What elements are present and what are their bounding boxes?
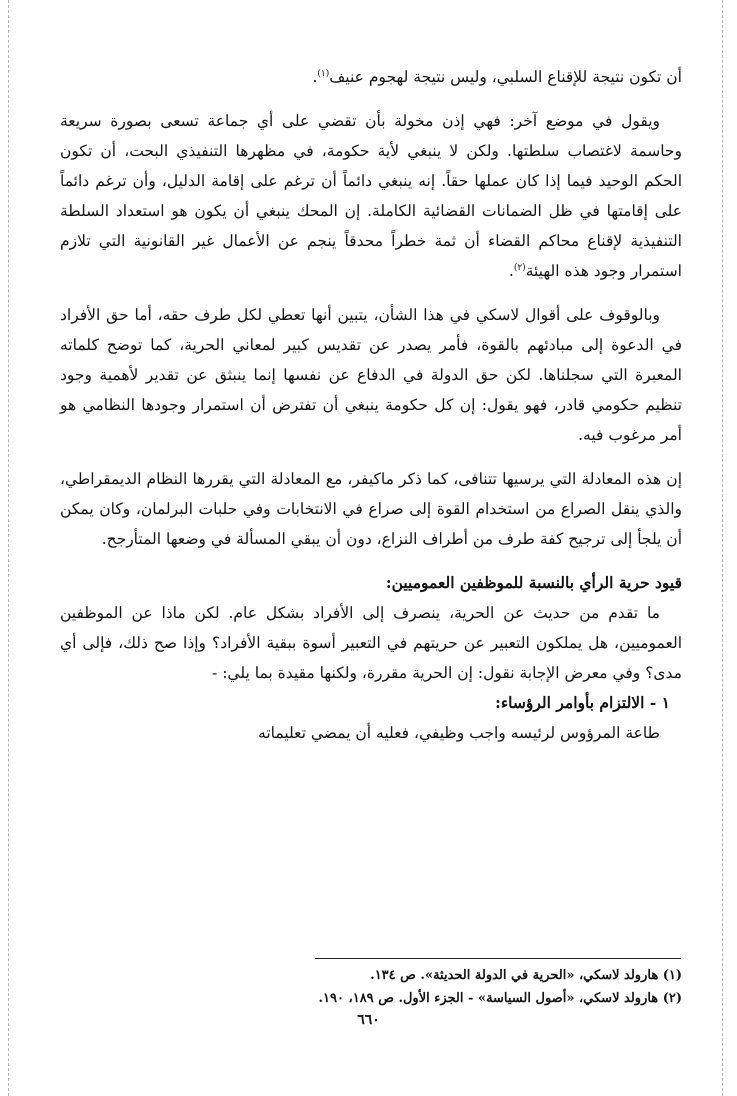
last-paragraph: طاعة المرؤوس لرئيسه واجب وظيفي، فعليه أن يمضي تعليماته: [258, 724, 660, 742]
paragraph-3: وبالوقوف على أقوال لاسكي في هذا الشأن، يتبين أنها تعطي لكل طرف حقه، أما حق الأفراد في الدعوة إلى مبادئهم بالقوة، فأمر يصدر عن تقديس كبير لمعاني الحرية، كما توضح كلماته المعبرة التي سجلناها. لكن حق الدولة في الدفاع عن نفسها إنما ينبثق عن تقدير لأهمية وجود تنظيم حكومي قادر، فهو يقول: إن كل حكومة ينبغي أن تفترض أن استمرار وجودها النظامي هو أمر مرغوب فيه.: [60, 306, 682, 444]
page-body: [60, 62, 682, 748]
footnote-1: (١) هارولد لاسكي، «الحرية في الدولة الحديثة». ص ١٣٤.: [370, 968, 682, 983]
paragraph-1-text: أن تكون نتيجة للإقناع السلبي، وليس نتيجة لهجوم عنيف: [329, 68, 682, 86]
paragraph-2: [60, 106, 682, 286]
scan-edge-left: [8, 0, 9, 1096]
subsection-heading: ١ - الالتزام بأوامر الرؤساء:: [495, 693, 670, 712]
footnote-separator: [315, 958, 681, 959]
footnote-ref-1: (١): [317, 68, 330, 79]
paragraph-1-period: .: [312, 68, 318, 86]
section-heading: قيود حرية الرأي بالنسبة للموظفين العموميين:: [385, 573, 682, 592]
paragraph-4: إن هذه المعادلة التي يرسيها تتنافى، كما ذكر ماكيفر، مع المعادلة التي يقررها النظام الديمقراطي، والذي ينقل الصراع من استخدام القوة إلى صراع في الانتخابات وفي حلبات البرلمان، وكان يمكن أن يلجأ إلى ترجيح كفة طرف من أطراف النزاع، دون أن يبقي المسألة في وضعها المتأرجح.: [60, 470, 682, 548]
footnotes: [60, 964, 682, 1010]
page-number: ٦٦٠: [357, 1012, 380, 1028]
paragraph-2-text: ويقول في موضع آخر: فهي إذن مخولة بأن تقضي على أي جماعة تسعى بصورة سريعة وحاسمة لاغتصاب سلطتها. ولكن لا ينبغي لأية حكومة، في مظهرها التنفيذي البحت، أن تكون الحكم الوحيد فيما إذا كان عملها حقاً. إنه ينبغي دائماً أن ترغم على إقامة الدليل، وأن ترغم دائماً على إقامتها في ظل الضمانات القضائية الكاملة. إن المحك ينبغي أن يكون هو استعداد السلطة التنفيذية لإقناع محاكم القضاء أن ثمة خطراً محدقاً ينجم عن الأعمال غير القانونية التي تلازم استمرار وجود هذه الهيئة: [60, 112, 682, 280]
section-paragraph: ما تقدم من حديث عن الحرية، ينصرف إلى الأفراد بشكل عام. لكن ماذا عن الموظفين العموميين، هل يملكون التعبير عن حريتهم في التعبير أسوة ببقية الأفراد؟ وإذا صح ذلك، فإلى أي مدى؟ وفي معرض الإجابة نقول: إن الحرية مقررة، ولكنها مقيدة بما يلي: -: [60, 604, 682, 682]
footnote-2: (٢) هارولد لاسكي، «أصول السياسة» - الجزء الأول. ص ١٨٩، ١٩٠.: [318, 991, 682, 1006]
scan-edge-right: [722, 0, 723, 1096]
footnote-ref-2: (٢): [513, 262, 526, 273]
paragraph-1: [60, 62, 682, 92]
paragraph-2-period: .: [508, 262, 514, 280]
